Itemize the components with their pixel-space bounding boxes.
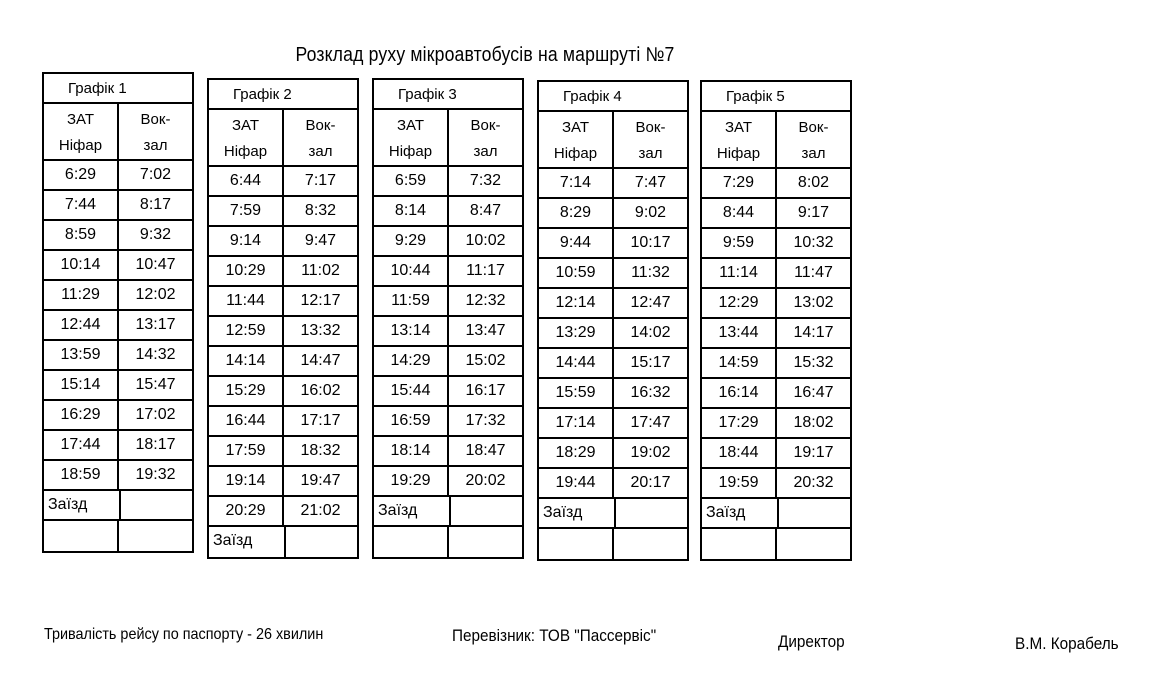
column-header-line: Ніфар [716, 145, 761, 162]
departure-vokzal [119, 491, 192, 519]
column-header-line: Вок- [140, 111, 171, 128]
table-row [702, 379, 850, 409]
table-row [44, 161, 192, 191]
table-row [44, 401, 192, 431]
column-header-line: Ніфар [388, 143, 433, 160]
schedule-header: Графік 5 [702, 82, 850, 112]
departure-nifar: 6:29 [64, 166, 97, 183]
departure-vokzal: 14:02 [612, 319, 687, 347]
table-row [374, 347, 522, 377]
table-row [702, 409, 850, 439]
departure-nifar: 14:14 [225, 352, 266, 369]
departure-nifar: 16:29 [60, 406, 101, 423]
schedule-table-4 [537, 80, 689, 561]
table-row [374, 287, 522, 317]
departure-nifar: 8:29 [559, 204, 592, 221]
departure-nifar: 12:59 [225, 322, 266, 339]
table-row [539, 439, 687, 469]
table-row [702, 289, 850, 319]
departure-nifar [374, 527, 447, 557]
table-row [374, 227, 522, 257]
departure-nifar: 18:29 [555, 444, 596, 461]
table-row [539, 349, 687, 379]
table-row [209, 497, 357, 527]
schedule-table-1 [42, 72, 194, 553]
table-row [374, 167, 522, 197]
schedule-header: Графік 1 [44, 74, 192, 104]
departure-nifar: 8:44 [722, 204, 755, 221]
departure-vokzal [775, 529, 850, 559]
table-row [209, 317, 357, 347]
table-row [702, 319, 850, 349]
departure-nifar: 14:29 [390, 352, 431, 369]
column-header-nifar [374, 110, 447, 165]
table-row [44, 521, 192, 551]
departure-nifar: 19:44 [555, 474, 596, 491]
table-row [374, 197, 522, 227]
table-row [209, 377, 357, 407]
table-row [209, 347, 357, 377]
table-row [44, 221, 192, 251]
column-header-line: ЗАТ [66, 111, 95, 128]
column-header-vokzal [775, 112, 850, 167]
trip-duration: Тривалість рейсу по паспорту - 26 хвилин [44, 626, 324, 643]
departure-vokzal [447, 527, 522, 557]
departure-nifar: 11:44 [226, 292, 265, 309]
table-row [539, 319, 687, 349]
column-header-line: зал [143, 137, 168, 154]
table-row [539, 379, 687, 409]
departure-vokzal: 14:17 [775, 319, 850, 347]
departure-vokzal: 10:17 [612, 229, 687, 257]
table-row [702, 469, 850, 499]
table-row [374, 407, 522, 437]
table-row [539, 409, 687, 439]
departure-vokzal: 10:47 [117, 251, 192, 279]
table-row [539, 199, 687, 229]
departure-nifar: 19:59 [718, 474, 759, 491]
departure-nifar: 17:44 [60, 436, 101, 453]
column-headers [209, 110, 357, 167]
departure-vokzal: 18:02 [775, 409, 850, 437]
table-row [44, 341, 192, 371]
departure-vokzal: 10:32 [775, 229, 850, 257]
departure-nifar: 19:14 [225, 472, 266, 489]
table-row [374, 497, 522, 527]
table-row [209, 407, 357, 437]
table-row [44, 311, 192, 341]
table-row [374, 467, 522, 497]
departure-nifar: 12:29 [718, 294, 759, 311]
departure-nifar: 17:59 [225, 442, 266, 459]
departure-vokzal: 15:47 [117, 371, 192, 399]
departure-nifar: 6:59 [394, 172, 427, 189]
departure-vokzal: 12:32 [447, 287, 522, 315]
departure-vokzal: 12:47 [612, 289, 687, 317]
table-row [44, 491, 192, 521]
departure-vokzal: 8:17 [117, 191, 192, 219]
departure-vokzal: 9:02 [612, 199, 687, 227]
departure-vokzal: 20:32 [775, 469, 850, 497]
departure-nifar: 11:59 [391, 292, 430, 309]
column-header-line: ЗАТ [724, 119, 753, 136]
departure-vokzal: 11:17 [447, 257, 522, 285]
table-row [702, 229, 850, 259]
departure-nifar: 9:29 [394, 232, 427, 249]
departure-vokzal: 20:02 [447, 467, 522, 495]
departure-vokzal: 17:47 [612, 409, 687, 437]
column-headers [374, 110, 522, 167]
departure-vokzal: 12:17 [282, 287, 357, 315]
departure-nifar: 15:14 [60, 376, 101, 393]
departure-vokzal: 9:17 [775, 199, 850, 227]
departure-nifar: 15:44 [390, 382, 431, 399]
table-row [702, 259, 850, 289]
departure-nifar: 9:14 [229, 232, 262, 249]
schedule-header: Графік 3 [374, 80, 522, 110]
column-header-line: Вок- [798, 119, 829, 136]
departure-vokzal [117, 521, 192, 551]
departure-vokzal: 14:32 [117, 341, 192, 369]
column-header-nifar [209, 110, 282, 165]
table-row [702, 199, 850, 229]
column-header-line: зал [801, 145, 826, 162]
departure-vokzal: 15:17 [612, 349, 687, 377]
departure-nifar: 13:44 [718, 324, 759, 341]
departure-vokzal: 15:02 [447, 347, 522, 375]
departure-vokzal: 18:47 [447, 437, 522, 465]
column-header-line: зал [308, 143, 333, 160]
table-row [44, 461, 192, 491]
departure-nifar: 14:59 [718, 354, 759, 371]
column-header-vokzal [612, 112, 687, 167]
table-row [374, 317, 522, 347]
departure-vokzal: 13:47 [447, 317, 522, 345]
departure-vokzal: 17:17 [282, 407, 357, 435]
table-row [44, 191, 192, 221]
departure-nifar: 7:44 [64, 196, 97, 213]
column-header-nifar [44, 104, 117, 159]
departure-nifar: 9:59 [722, 234, 755, 251]
departure-nifar: 10:59 [555, 264, 596, 281]
departure-nifar: 16:44 [225, 412, 266, 429]
table-row [539, 529, 687, 559]
departure-nifar: 18:59 [60, 466, 101, 483]
table-row [209, 527, 357, 557]
departure-nifar: Заїзд [378, 502, 418, 519]
departure-nifar: 9:44 [559, 234, 592, 251]
departure-nifar: 20:29 [225, 502, 266, 519]
departure-vokzal: 18:17 [117, 431, 192, 459]
departure-nifar: 7:59 [229, 202, 262, 219]
departure-nifar: 7:14 [559, 174, 592, 191]
departure-vokzal [449, 497, 522, 525]
departure-vokzal: 13:02 [775, 289, 850, 317]
column-header-line: ЗАТ [231, 117, 260, 134]
departure-nifar: 13:14 [390, 322, 431, 339]
departure-nifar: 19:29 [390, 472, 431, 489]
departure-nifar: 11:14 [719, 264, 758, 281]
column-headers [539, 112, 687, 169]
column-header-line: Вок- [470, 117, 501, 134]
table-row [539, 289, 687, 319]
column-headers [702, 112, 850, 169]
departure-vokzal: 15:32 [775, 349, 850, 377]
departure-nifar: 18:44 [718, 444, 759, 461]
departure-vokzal: 8:32 [282, 197, 357, 225]
departure-nifar [702, 529, 775, 559]
table-row [702, 349, 850, 379]
column-header-line: зал [638, 145, 663, 162]
departure-vokzal: 16:02 [282, 377, 357, 405]
column-header-nifar [539, 112, 612, 167]
schedule-header: Графік 2 [209, 80, 357, 110]
departure-vokzal: 16:17 [447, 377, 522, 405]
departure-nifar: 12:14 [555, 294, 596, 311]
table-row [702, 169, 850, 199]
departure-nifar: 13:29 [555, 324, 596, 341]
departure-nifar: 6:44 [229, 172, 262, 189]
table-row [539, 259, 687, 289]
schedule-table-2 [207, 78, 359, 559]
departure-nifar: 18:14 [390, 442, 431, 459]
schedule-table-5 [700, 80, 852, 561]
departure-vokzal: 11:32 [612, 259, 687, 287]
table-row [209, 287, 357, 317]
departure-vokzal: 8:02 [775, 169, 850, 197]
departure-vokzal: 19:17 [775, 439, 850, 467]
director-name: В.М. Корабель [1015, 634, 1119, 653]
departure-vokzal: 14:47 [282, 347, 357, 375]
departure-vokzal: 16:32 [612, 379, 687, 407]
departure-nifar: 10:14 [60, 256, 101, 273]
table-row [44, 281, 192, 311]
column-header-line: ЗАТ [396, 117, 425, 134]
departure-nifar: 8:59 [64, 226, 97, 243]
column-header-line: Ніфар [223, 143, 268, 160]
departure-vokzal: 16:47 [775, 379, 850, 407]
departure-nifar: Заїзд [706, 504, 746, 521]
table-row [539, 169, 687, 199]
departure-vokzal: 19:02 [612, 439, 687, 467]
departure-vokzal [777, 499, 850, 527]
table-row [209, 167, 357, 197]
departure-vokzal: 18:32 [282, 437, 357, 465]
departure-vokzal: 9:32 [117, 221, 192, 249]
column-header-vokzal [447, 110, 522, 165]
table-row [209, 197, 357, 227]
table-row [539, 229, 687, 259]
departure-vokzal: 20:17 [612, 469, 687, 497]
table-row [44, 251, 192, 281]
table-row [374, 437, 522, 467]
table-row [539, 469, 687, 499]
carrier: Перевізник: ТОВ "Пассервіс" [452, 626, 657, 645]
table-row [702, 499, 850, 529]
departure-vokzal: 19:32 [117, 461, 192, 489]
departure-vokzal: 10:02 [447, 227, 522, 255]
departure-vokzal: 9:47 [282, 227, 357, 255]
schedule-header: Графік 4 [539, 82, 687, 112]
departure-vokzal: 17:02 [117, 401, 192, 429]
departure-nifar: 17:29 [718, 414, 759, 431]
column-header-line: Ніфар [58, 137, 103, 154]
departure-nifar: Заїзд [543, 504, 583, 521]
table-row [374, 527, 522, 557]
departure-vokzal: 19:47 [282, 467, 357, 495]
departure-vokzal: 17:32 [447, 407, 522, 435]
departure-vokzal: 7:47 [612, 169, 687, 197]
departure-nifar [44, 521, 117, 551]
column-headers [44, 104, 192, 161]
departure-vokzal: 11:02 [282, 257, 357, 285]
departure-nifar: 15:29 [225, 382, 266, 399]
departure-vokzal: 11:47 [775, 259, 850, 287]
departure-nifar: 14:44 [555, 354, 596, 371]
table-row [374, 257, 522, 287]
column-header-line: ЗАТ [561, 119, 590, 136]
departure-nifar [539, 529, 612, 559]
page-title: Розклад руху мікроавтобусів на маршруті №7 [295, 44, 675, 66]
table-row [209, 227, 357, 257]
departure-nifar: Заїзд [213, 532, 253, 549]
departure-vokzal: 8:47 [447, 197, 522, 225]
column-header-line: Ніфар [553, 145, 598, 162]
table-row [539, 499, 687, 529]
column-header-line: Вок- [305, 117, 336, 134]
table-row [209, 257, 357, 287]
departure-nifar: 16:14 [718, 384, 759, 401]
director-label: Директор [778, 632, 845, 651]
table-row [374, 377, 522, 407]
table-row [44, 371, 192, 401]
departure-nifar: 16:59 [390, 412, 431, 429]
table-row [209, 467, 357, 497]
departure-vokzal: 7:02 [117, 161, 192, 189]
departure-vokzal [284, 527, 357, 557]
departure-nifar: 11:29 [61, 286, 100, 303]
departure-nifar: 7:29 [722, 174, 755, 191]
departure-vokzal: 7:32 [447, 167, 522, 195]
departure-nifar: 12:44 [60, 316, 101, 333]
departure-vokzal [614, 499, 687, 527]
departure-vokzal: 12:02 [117, 281, 192, 309]
column-header-nifar [702, 112, 775, 167]
departure-nifar: 15:59 [555, 384, 596, 401]
departure-nifar: 13:59 [60, 346, 101, 363]
departure-nifar: 10:29 [225, 262, 266, 279]
column-header-vokzal [117, 104, 192, 159]
column-header-line: Вок- [635, 119, 666, 136]
departure-vokzal: 7:17 [282, 167, 357, 195]
table-row [702, 529, 850, 559]
column-header-line: зал [473, 143, 498, 160]
departure-nifar: 17:14 [555, 414, 596, 431]
departure-vokzal: 13:32 [282, 317, 357, 345]
departure-nifar: 8:14 [394, 202, 427, 219]
departure-vokzal [612, 529, 687, 559]
departure-nifar: 10:44 [390, 262, 431, 279]
table-row [702, 439, 850, 469]
table-row [209, 437, 357, 467]
schedule-table-3 [372, 78, 524, 559]
table-row [44, 431, 192, 461]
column-header-vokzal [282, 110, 357, 165]
departure-vokzal: 21:02 [282, 497, 357, 525]
departure-vokzal: 13:17 [117, 311, 192, 339]
departure-nifar: Заїзд [48, 496, 88, 513]
